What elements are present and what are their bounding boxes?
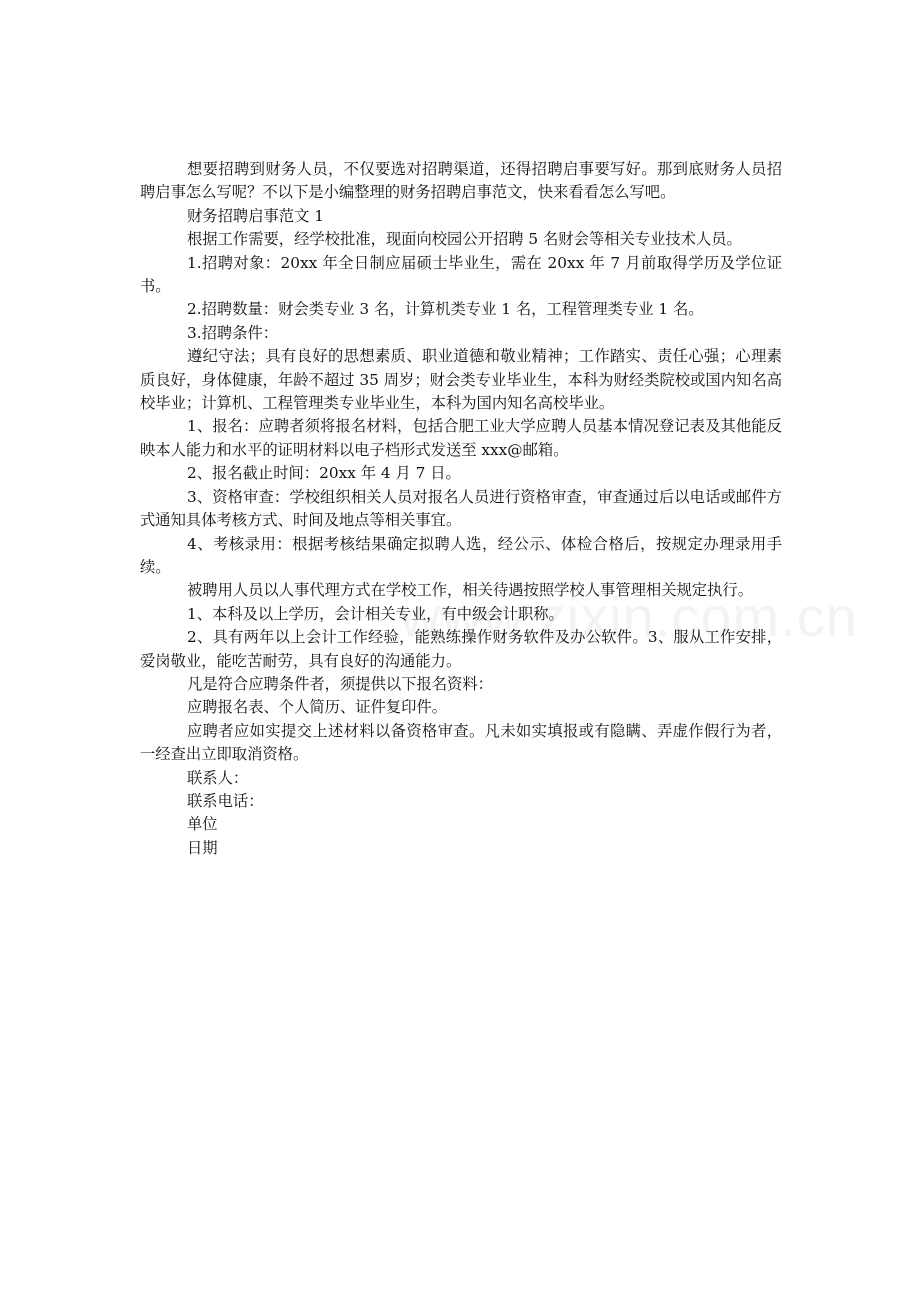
contact-phone-label: 联系电话：	[187, 791, 264, 810]
paragraph: 被聘用人员以人事代理方式在学校工作，相关待遇按照学校人事管理相关规定执行。	[187, 581, 753, 600]
organization-label: 单位	[187, 815, 218, 834]
paragraph: 应聘报名表、个人简历、证件复印件。	[187, 698, 448, 717]
paragraph: 3、资格审查：学校组织相关人员对报名人员进行资格审查，审查通过后以电话或邮件方式通知具体考核方式、时间及地点等相关事宜。	[140, 487, 782, 530]
paragraph: 根据工作需要，经学校批准，现面向校园公开招聘 5 名财会等相关专业技术人员。	[187, 230, 742, 249]
paragraph: 1、本科及以上学历，会计相关专业，有中级会计职称。	[187, 604, 564, 623]
paragraph: 2.招聘数量：财会类专业 3 名，计算机类专业 1 名，工程管理类专业 1 名。	[187, 300, 704, 319]
paragraph: 2、报名截止时间：20xx 年 4 月 7 日。	[187, 464, 461, 483]
contact-person-label: 联系人：	[187, 768, 249, 787]
section-title: 财务招聘启事范文 1	[187, 206, 324, 225]
paragraph: 4、考核录用：根据考核结果确定拟聘人选，经公示、体检合格后，按规定办理录用手续。	[140, 534, 782, 576]
intro-paragraph: 想要招聘到财务人员，不仅要选对招聘渠道，还得招聘启事要写好。那到底财务人员招聘启事怎么写呢？不以下是小编整理的财务招聘启事范文，快来看看怎么写吧。	[140, 160, 782, 202]
paragraph: 1.招聘对象：20xx 年全日制应届硕士毕业生，需在 20xx 年 7 月前取得学历及学位证书。	[140, 253, 782, 296]
date-label: 日期	[187, 838, 218, 857]
document-body	[140, 158, 782, 860]
paragraph: 凡是符合应聘条件者，须提供以下报名资料：	[187, 674, 493, 693]
paragraph: 1、报名：应聘者须将报名材料，包括合肥工业大学应聘人员基本情况登记表及其他能反映本人能力和水平的证明材料以电子档形式发送至 xxx@邮箱。	[140, 417, 782, 459]
paragraph: 遵纪守法；具有良好的思想素质、职业道德和敬业精神；工作踏实、责任心强；心理素质良好，身体健康，年龄不超过 35 周岁；财会类专业毕业生，本科为财经类院校或国内知名高校毕业；计算机、工程管理类专业毕业生，本科为国内知名高校毕业。	[140, 347, 782, 413]
paragraph: 应聘者应如实提交上述材料以备资格审查。凡未如实填报或有隐瞒、弄虚作假行为者，一经查出立即取消资格。	[140, 721, 782, 764]
paragraph: 2、具有两年以上会计工作经验，能熟练操作财务软件及办公软件。3、服从工作安排，爱岗敬业，能吃苦耐劳，具有良好的沟通能力。	[140, 628, 782, 670]
paragraph: 3.招聘条件：	[187, 323, 279, 342]
